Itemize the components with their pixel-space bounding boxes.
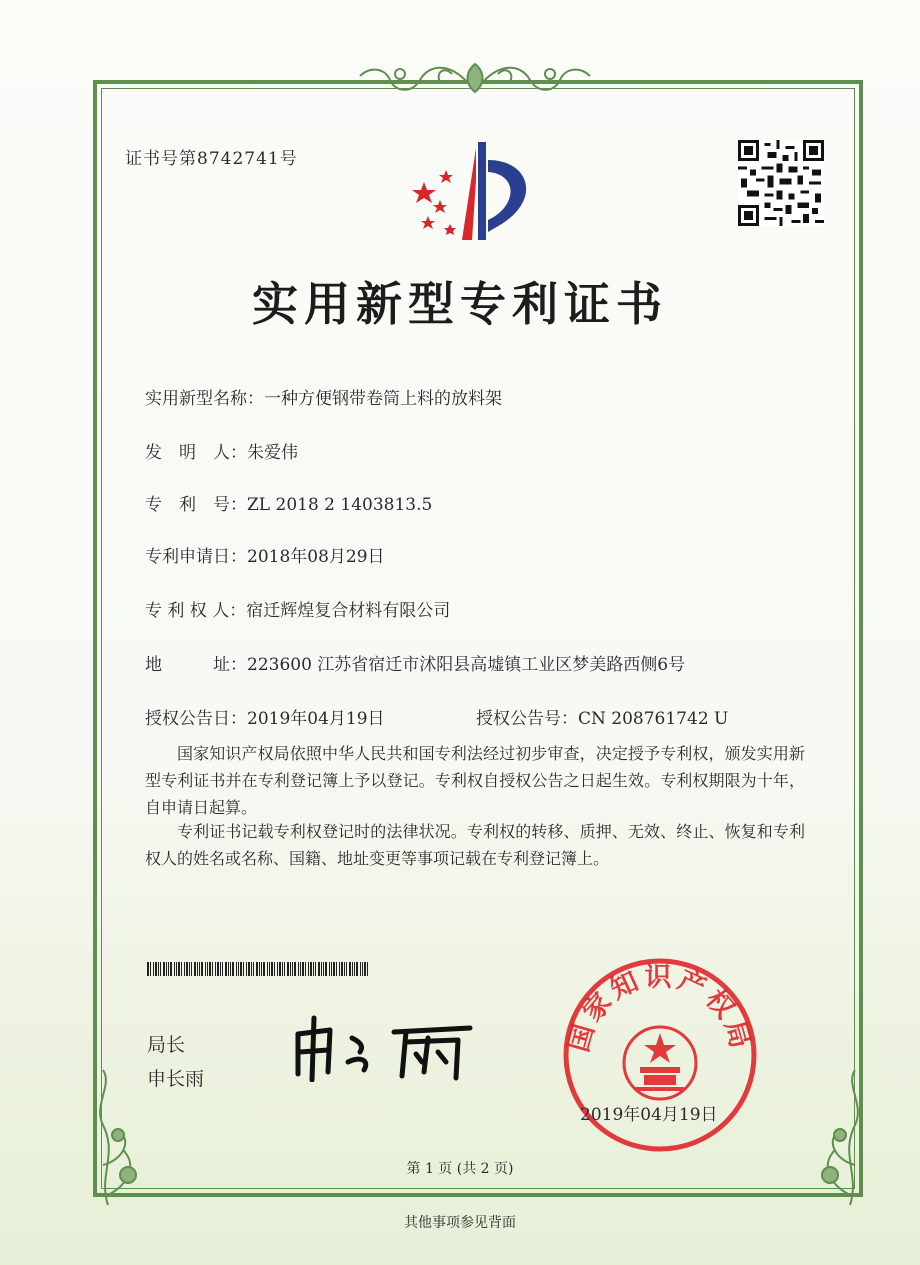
certificate-title: 实用新型专利证书: [252, 277, 668, 331]
certificate-number: 证书号第8742741号: [125, 149, 298, 169]
field-label: 实用新型名称：: [145, 389, 264, 409]
field-grant-number: [476, 704, 728, 729]
field-label: 地 址：: [145, 655, 247, 675]
field-label: 授权公告号：: [476, 709, 578, 729]
field-value: 223600 江苏省宿迁市沭阳县高墟镇工业区梦美路西侧6号: [247, 655, 686, 675]
field-patentee: [145, 596, 450, 621]
field-label: 授权公告日：: [145, 709, 247, 729]
field-value: 朱爱伟: [247, 443, 298, 463]
field-application-date: [145, 542, 385, 567]
seal-text: 国家知识产权局: [563, 962, 757, 1056]
seal-date: 2019年04月19日: [580, 1105, 718, 1125]
bottom-right-ornament-icon: [780, 1065, 870, 1215]
field-label: 专 利 号：: [145, 495, 247, 515]
field-value: 宿迁辉煌复合材料有限公司: [246, 601, 451, 621]
official-seal-icon: [560, 955, 760, 1155]
field-label: 发 明 人：: [145, 443, 247, 463]
field-utility-model-name: [145, 384, 502, 409]
page-indicator: 第 1 页 (共 2 页): [406, 1161, 514, 1177]
legal-status-paragraph: 专利证书记载专利权登记时的法律状况。专利权的转移、质押、无效、终止、恢复和专利权人的姓名或名称、国籍、地址变更等事项记载在专利登记簿上。: [145, 822, 805, 868]
barcode-icon: [147, 962, 369, 976]
qr-code-icon: [738, 140, 824, 226]
signatory-name: 申长雨: [147, 1068, 205, 1090]
top-ornament-icon: [340, 52, 610, 102]
field-value: 2018年08月29日: [247, 547, 385, 567]
field-grant-date: [145, 704, 385, 729]
statement-paragraph: 国家知识产权局依照中华人民共和国专利法经过初步审查，决定授予专利权，颁发实用新型专利证书并在专利登记簿上予以登记。专利权自授权公告之日起生效。专利权期限为十年，自申请日起算。: [145, 744, 805, 817]
signatory-role: 局长: [147, 1034, 186, 1056]
field-value: 2019年04月19日: [247, 709, 385, 729]
footer-note: 其他事项参见背面: [404, 1215, 516, 1231]
field-address: [145, 650, 685, 675]
field-label: 专 利 权 人：: [145, 601, 247, 621]
patent-office-logo-icon: [410, 140, 550, 245]
field-value: CN 208761742 U: [578, 709, 729, 729]
field-patent-number: [145, 490, 432, 515]
field-value: ZL 2018 2 1403813.5: [247, 495, 433, 515]
handwritten-signature-icon: [290, 1012, 480, 1082]
field-inventor: [145, 438, 298, 463]
field-value: 一种方便钢带卷筒上料的放料架: [264, 389, 502, 409]
field-label: 专利申请日：: [145, 547, 247, 567]
